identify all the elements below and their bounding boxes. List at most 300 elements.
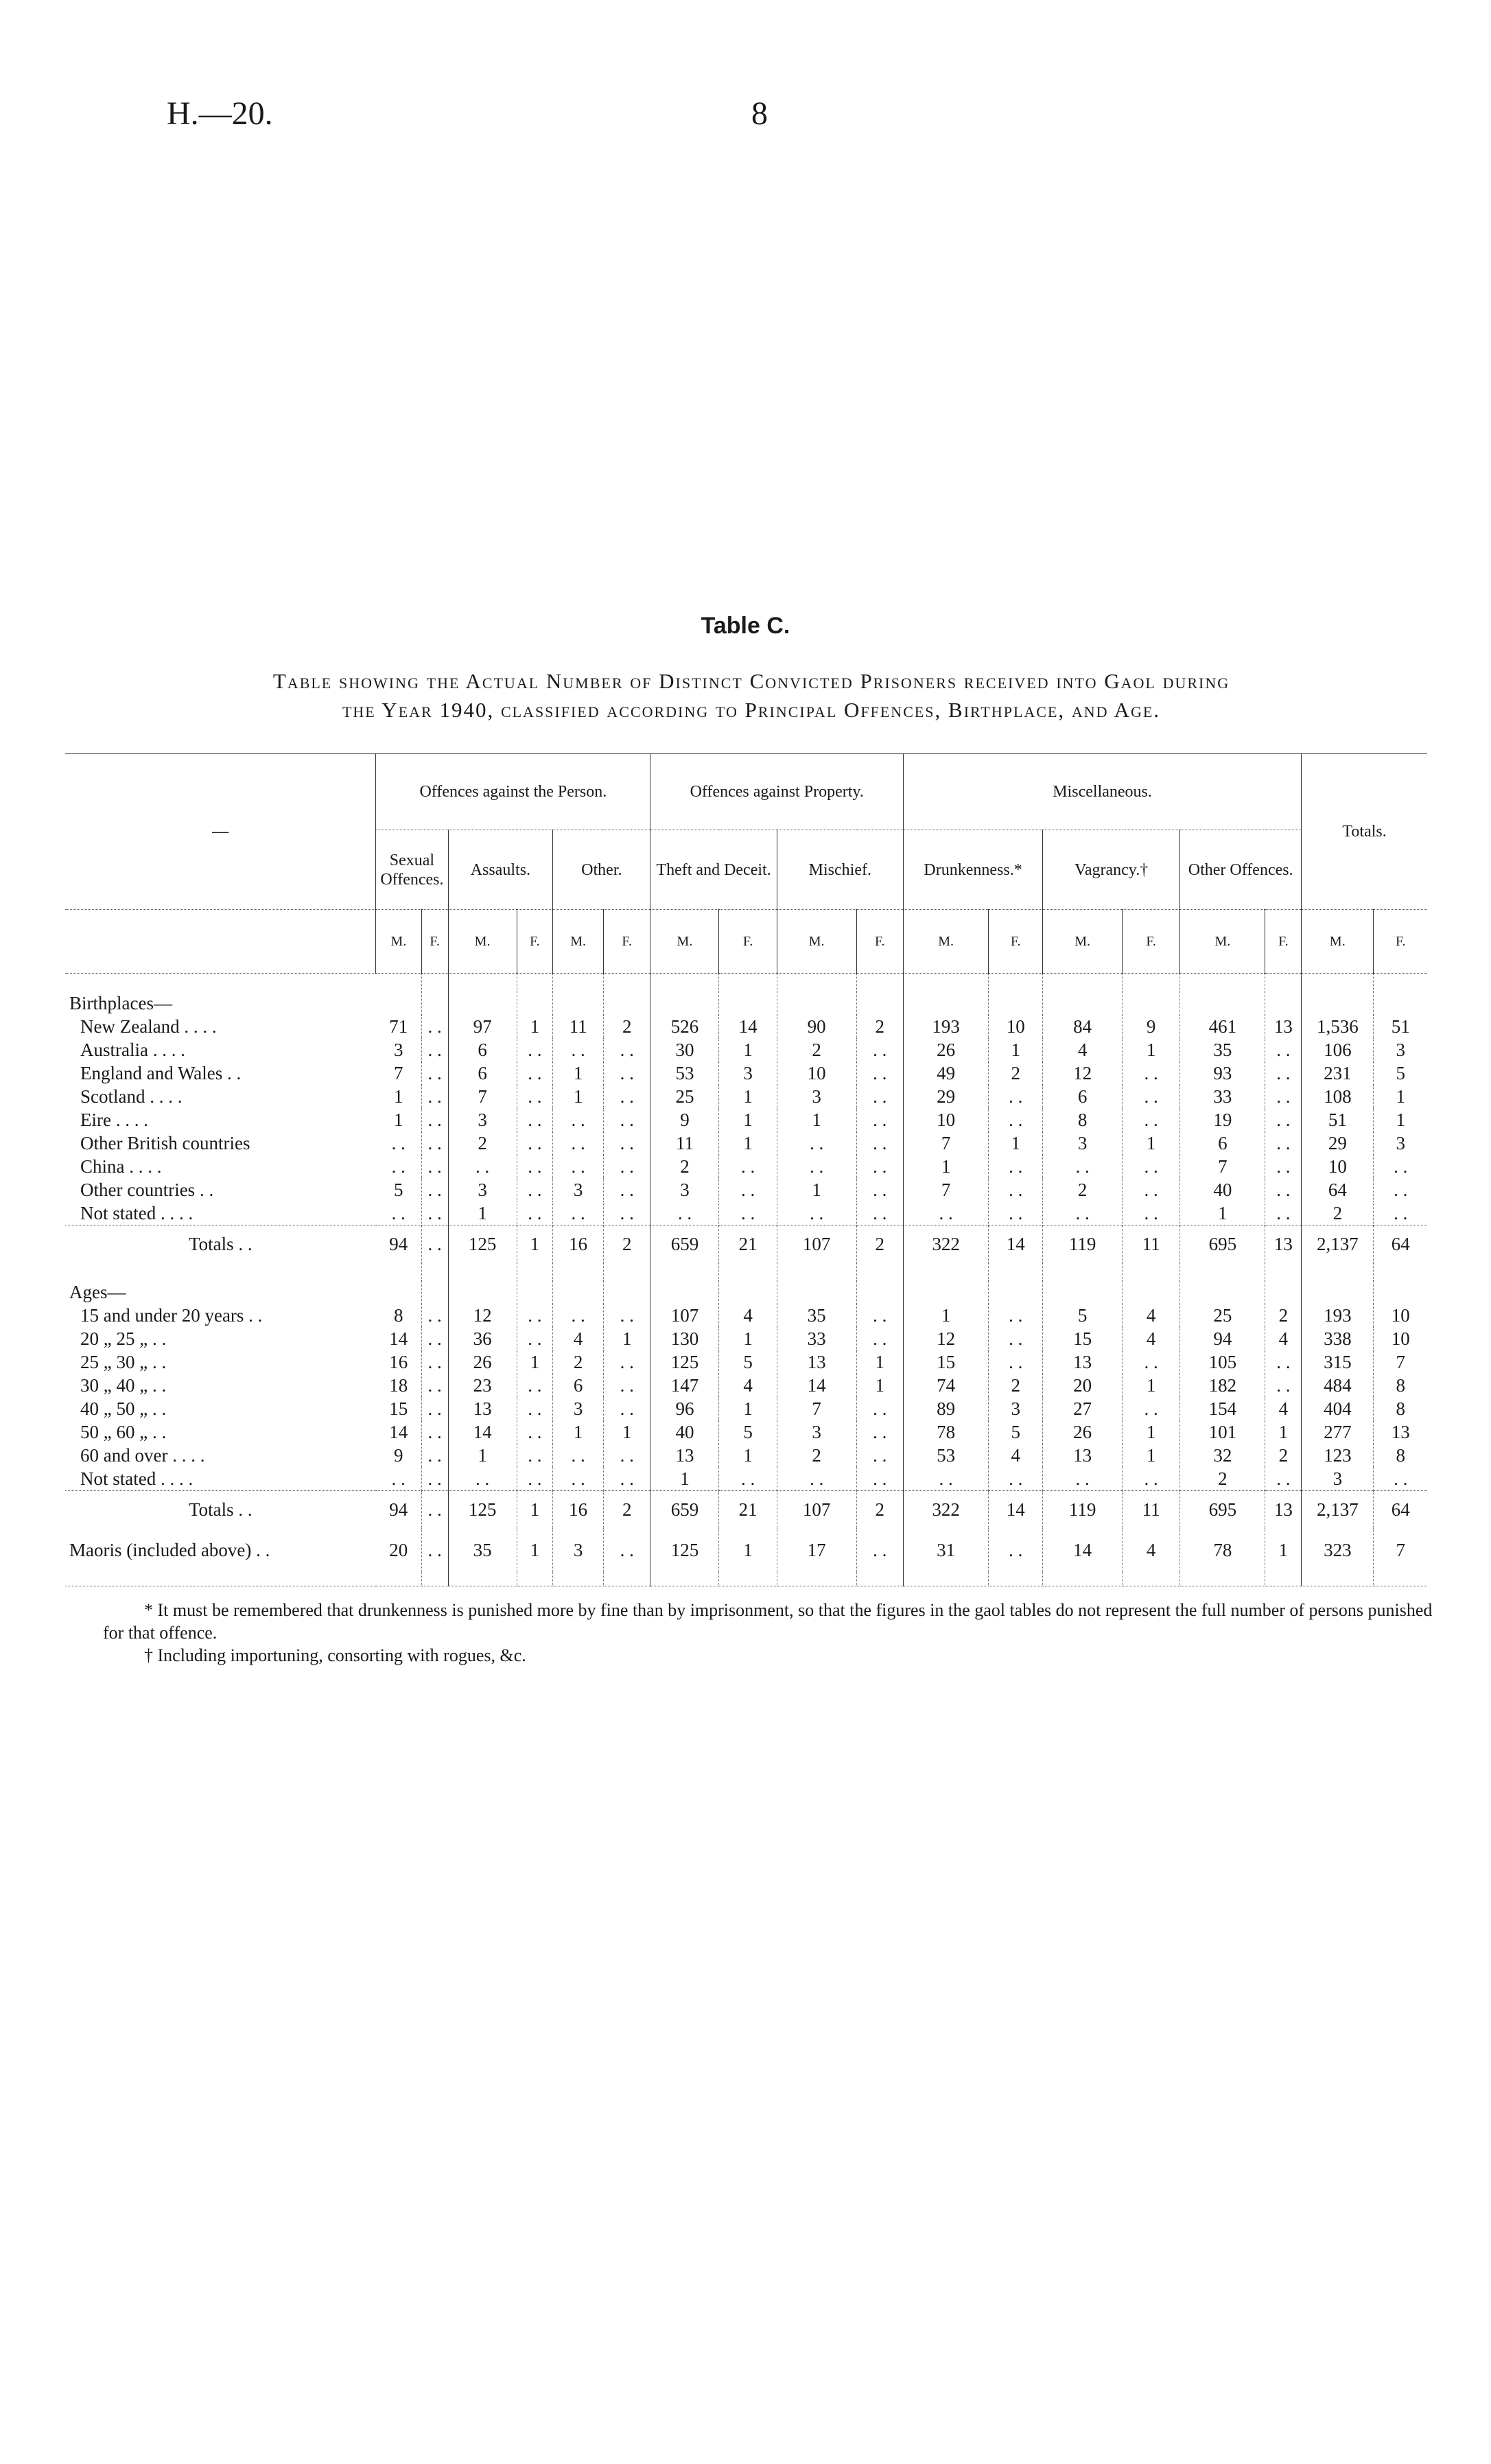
table-cell [517,1572,553,1586]
table-cell: 7 [448,1085,517,1108]
table-cell: 96 [650,1397,719,1420]
table-cell: . . [1265,1374,1302,1397]
row-label: Not stated . . . . [80,1203,193,1223]
table-cell [1302,1280,1374,1304]
table-cell [1265,992,1302,1015]
table-cell: . . [1265,1155,1302,1178]
table-cell [1123,1263,1180,1280]
table-cell: 26 [448,1350,517,1374]
table-cell: 108 [1302,1085,1374,1108]
table-row [65,1131,1427,1155]
row-label: 25 „ 30 „ . . [80,1352,167,1372]
table-cell: 6 [1043,1085,1123,1108]
table-cell: 5 [989,1420,1043,1444]
table-cell: 14 [989,1491,1043,1529]
table-row [65,1038,1427,1061]
table-cell: . . [1123,1061,1180,1085]
table-row [65,1061,1427,1085]
table-cell: 2 [603,1491,650,1529]
table-cell: 14 [448,1420,517,1444]
header-theft: Theft and Deceit. [650,830,777,910]
table-cell: 6 [448,1061,517,1085]
female-column-header: F. [421,910,448,974]
table-cell [1180,1572,1265,1586]
male-column-header: M. [376,910,421,974]
table-cell: 1 [553,1085,604,1108]
table-cell [448,1263,517,1280]
table-cell: 12 [903,1327,988,1350]
table-cell: . . [1123,1108,1180,1131]
table-cell: . . [1265,1061,1302,1085]
table-cell [903,1280,988,1304]
table-cell [603,1280,650,1304]
table-cell: 40 [650,1420,719,1444]
table-cell: . . [1265,1350,1302,1374]
table-cell: . . [856,1061,903,1085]
table-row [65,1327,1427,1350]
table-cell: . . [1265,1108,1302,1131]
table-cell: . . [517,1061,553,1085]
table-cell: 27 [1043,1397,1123,1420]
table-row [65,1420,1427,1444]
table-cell: 323 [1302,1528,1374,1572]
table-cell: 2 [650,1155,719,1178]
table-cell: . . [989,1155,1043,1178]
table-cell [448,974,517,992]
female-column-header: F. [517,910,553,974]
table-cell: 2 [603,1225,650,1263]
table-cell [1180,974,1265,992]
table-cell [1302,1263,1374,1280]
table-cell [1302,974,1374,992]
table-cell: . . [1123,1178,1180,1201]
table-cell: . . [603,1155,650,1178]
table-cell: 84 [1043,1015,1123,1038]
table-cell: 277 [1302,1420,1374,1444]
table-cell: 51 [1302,1108,1374,1131]
table-cell [777,1263,856,1280]
table-cell: 107 [777,1225,856,1263]
table-cell: . . [421,1491,448,1529]
table-cell: 32 [1180,1444,1265,1467]
table-cell [376,992,421,1015]
table-cell [989,992,1043,1015]
page-reference: H.—20. [167,95,273,132]
table-cell: 15 [903,1350,988,1374]
row-label: Australia . . . . [80,1040,185,1060]
table-cell: 193 [1302,1304,1374,1327]
table-cell: 36 [448,1327,517,1350]
table-cell: 3 [376,1038,421,1061]
table-cell: . . [603,1374,650,1397]
table-cell: . . [719,1178,777,1201]
table-cell: . . [603,1444,650,1467]
table-cell: 10 [1302,1155,1374,1178]
table-cell: 35 [448,1528,517,1572]
table-cell: 182 [1180,1374,1265,1397]
table-cell: . . [603,1061,650,1085]
table-cell: . . [421,1304,448,1327]
table-cell [903,1572,988,1586]
table-cell: 3 [1396,1133,1405,1153]
table-cell: 5 [1396,1063,1405,1083]
table-cell: 9 [1123,1015,1180,1038]
table-cell: . . [1265,1201,1302,1225]
table-cell: 1 [517,1225,553,1263]
table-cell: 107 [650,1304,719,1327]
table-cell: 64 [1302,1178,1374,1201]
table-cell: . . [421,1225,448,1263]
table-cell [1302,1572,1374,1586]
table-cell: 2 [1265,1444,1302,1467]
header-property: Offences against Property. [650,754,904,830]
footnote-drunkenness: * It must be remembered that drunkenness is punished more by fine than by imprisonment, so that the figures in the gaol tables do not represent the full number of persons punished for that offence. [103,1600,1433,1643]
table-cell: 6 [1180,1131,1265,1155]
table-cell: 35 [1180,1038,1265,1061]
table-cell: . . [517,1304,553,1327]
table-cell [603,1572,650,1586]
table-cell: . . [517,1178,553,1201]
table-cell: 10 [1391,1305,1410,1326]
row-label [65,974,376,992]
table-cell: 14 [376,1420,421,1444]
table-cell: . . [421,1178,448,1201]
table-cell [719,974,777,992]
row-label: 40 „ 50 „ . . [80,1398,167,1419]
table-cell: 53 [650,1061,719,1085]
table-cell: 1 [1180,1201,1265,1225]
table-cell: 1 [719,1397,777,1420]
table-cell: 97 [448,1015,517,1038]
table-cell: 125 [448,1491,517,1529]
table-cell [421,1263,448,1280]
table-cell: . . [553,1108,604,1131]
table-cell: 7 [777,1397,856,1420]
table-cell: 2 [1180,1467,1265,1491]
table-cell [1374,1572,1427,1586]
table-cell: . . [376,1201,421,1225]
table-cell: 64 [1374,1491,1427,1529]
table-cell: . . [989,1085,1043,1108]
table-cell [903,1263,988,1280]
page-number: 8 [751,95,768,132]
stub-header: — [65,754,376,910]
table-cell: 130 [650,1327,719,1350]
table-cell: . . [376,1155,421,1178]
table-cell: . . [903,1467,988,1491]
table-cell: 1 [1123,1374,1180,1397]
table-cell: . . [989,1304,1043,1327]
table-cell: . . [553,1155,604,1178]
table-cell [1123,992,1180,1015]
table-cell: 11 [553,1015,604,1038]
table-cell: 5 [719,1350,777,1374]
table-cell: . . [603,1085,650,1108]
table-cell [1043,1280,1123,1304]
table-cell: 4 [553,1327,604,1350]
row-label: Ages— [69,1282,126,1302]
table-cell [1043,1572,1123,1586]
table-cell [553,1280,604,1304]
table-cell: . . [1043,1155,1123,1178]
table-row [65,1304,1427,1327]
table-row [65,1178,1427,1201]
table-cell: 1 [777,1178,856,1201]
prisoners-table [65,753,1427,1586]
table-cell: 1 [1123,1420,1180,1444]
table-cell: 20 [1043,1374,1123,1397]
row-label: 30 „ 40 „ . . [80,1375,167,1396]
table-cell: . . [989,1178,1043,1201]
table-row [65,1350,1427,1374]
male-column-header: M. [448,910,517,974]
table-cell: 123 [1302,1444,1374,1467]
table-cell: . . [517,1420,553,1444]
table-cell: 14 [989,1225,1043,1263]
table-cell [1043,974,1123,992]
table-cell: . . [989,1108,1043,1131]
table-cell: 15 [1043,1327,1123,1350]
table-cell: 3 [448,1178,517,1201]
table-cell: 2 [989,1374,1043,1397]
table-row [65,1085,1427,1108]
table-cell [517,1280,553,1304]
table-cell: . . [1265,1038,1302,1061]
table-cell: . . [421,1038,448,1061]
female-column-header: F. [603,910,650,974]
table-cell: . . [517,1397,553,1420]
table-cell: 484 [1302,1374,1374,1397]
table-cell: 1 [719,1131,777,1155]
table-cell: 13 [1391,1422,1410,1442]
header-vagrancy: Vagrancy.† [1043,830,1180,910]
female-column-header: F. [1265,910,1302,974]
table-cell: 7 [1396,1352,1405,1372]
table-cell: 2 [603,1015,650,1038]
table-cell: 93 [1180,1061,1265,1085]
table-cell: . . [903,1201,988,1225]
table-cell: 2 [1302,1201,1374,1225]
table-cell [421,1280,448,1304]
table-cell: 2 [856,1225,903,1263]
table-cell: 13 [650,1444,719,1467]
table-cell: 25 [650,1085,719,1108]
table-cell: . . [603,1467,650,1491]
table-cell: 4 [1265,1397,1302,1420]
table-cell: 30 [650,1038,719,1061]
row-label [65,1263,376,1280]
table-cell: 3 [1043,1131,1123,1155]
table-cell: . . [553,1131,604,1155]
table-cell [1265,1280,1302,1304]
table-cell [650,974,719,992]
table-cell: 1 [517,1015,553,1038]
table-cell [856,1280,903,1304]
table-cell: 461 [1180,1015,1265,1038]
table-cell: 10 [989,1015,1043,1038]
table-row [65,1015,1427,1038]
table-cell [650,1280,719,1304]
table-cell [1374,974,1427,992]
table-cell: 1 [1396,1110,1405,1130]
table-cell: 107 [777,1491,856,1529]
table-cell [777,992,856,1015]
table-cell: 1 [448,1444,517,1467]
table-cell: . . [517,1444,553,1467]
table-row [65,1201,1427,1225]
table-cell: 94 [376,1491,421,1529]
table-cell: . . [517,1131,553,1155]
male-column-header: M. [1043,910,1123,974]
table-cell: 12 [1043,1061,1123,1085]
table-cell: . . [1123,1201,1180,1225]
table-cell: 21 [719,1491,777,1529]
table-cell: . . [517,1327,553,1350]
table-cell: 3 [777,1085,856,1108]
row-label: England and Wales . . [80,1063,242,1083]
table-cell: 13 [1265,1225,1302,1263]
table-cell [989,1572,1043,1586]
table-cell: 695 [1180,1225,1265,1263]
table-cell: 1 [1123,1038,1180,1061]
table-cell [421,1572,448,1586]
table-cell: 17 [777,1528,856,1572]
row-label: Other countries . . [80,1180,214,1200]
table-cell: . . [856,1155,903,1178]
table-cell [448,1280,517,1304]
table-cell: 2 [777,1038,856,1061]
table-cell [517,974,553,992]
table-cell: . . [603,1178,650,1201]
table-cell: . . [777,1467,856,1491]
table-cell [553,992,604,1015]
table-cell: . . [517,1085,553,1108]
table-cell: . . [553,1304,604,1327]
table-cell: . . [1043,1467,1123,1491]
table-cell [650,1263,719,1280]
table-cell: 1 [553,1420,604,1444]
table-cell: 119 [1043,1225,1123,1263]
table-cell: 7 [376,1061,421,1085]
table-cell: 659 [650,1491,719,1529]
table-cell [856,974,903,992]
table-cell: . . [856,1201,903,1225]
table-cell: 147 [650,1374,719,1397]
table-cell: 105 [1180,1350,1265,1374]
table-cell: . . [517,1155,553,1178]
table-cell: . . [603,1350,650,1374]
table-cell [421,974,448,992]
table-cell [1043,1263,1123,1280]
table-cell: 1 [719,1038,777,1061]
table-cell: 1 [719,1085,777,1108]
table-cell: 13 [1043,1444,1123,1467]
table-cell: . . [856,1178,903,1201]
table-cell [1374,1280,1427,1304]
table-cell: . . [421,1444,448,1467]
table-cell: 5 [376,1178,421,1201]
table-cell: 659 [650,1225,719,1263]
table-cell [719,992,777,1015]
table-cell: . . [448,1155,517,1178]
table-cell: . . [603,1108,650,1131]
table-cell [448,992,517,1015]
table-cell: 33 [1180,1085,1265,1108]
table-cell [376,1263,421,1280]
table-cell: . . [719,1201,777,1225]
table-cell: 16 [553,1225,604,1263]
table-cell: 3 [448,1108,517,1131]
table-cell [603,1263,650,1280]
table-cell: 90 [777,1015,856,1038]
table-cell: 7 [903,1131,988,1155]
table-cell: . . [603,1201,650,1225]
table-cell: . . [719,1155,777,1178]
table-cell: 26 [1043,1420,1123,1444]
table-cell: 5 [1043,1304,1123,1327]
table-cell: . . [856,1108,903,1131]
table-cell: 4 [1123,1528,1180,1572]
table-cell: 16 [553,1491,604,1529]
table-cell: 7 [903,1178,988,1201]
table-cell: 2,137 [1302,1225,1374,1263]
table-cell: . . [553,1201,604,1225]
table-cell: . . [421,1015,448,1038]
female-column-header: F. [1123,910,1180,974]
table-cell [603,992,650,1015]
table-cell: 29 [903,1085,988,1108]
table-cell: . . [856,1131,903,1155]
table-cell: . . [856,1327,903,1350]
table-row [65,1155,1427,1178]
table-cell: 1 [603,1420,650,1444]
table-cell: . . [421,1420,448,1444]
table-cell: 4 [1043,1038,1123,1061]
table-cell [517,1263,553,1280]
table-cell [1265,1263,1302,1280]
table-cell: 53 [903,1444,988,1467]
table-cell: 125 [650,1350,719,1374]
table-cell: 2 [856,1491,903,1529]
table-cell: 9 [376,1444,421,1467]
table-cell: . . [421,1155,448,1178]
table-cell: 3 [719,1061,777,1085]
table-cell: 11 [1123,1491,1180,1529]
table-cell: . . [603,1397,650,1420]
table-cell: 18 [376,1374,421,1397]
row-label: 20 „ 25 „ . . [80,1328,167,1349]
table-cell: 1 [448,1201,517,1225]
section-heading-row [65,992,1427,1015]
table-cell: 6 [448,1038,517,1061]
table-cell [719,1280,777,1304]
header-other-offences: Other Offences. [1180,830,1302,910]
table-cell: 21 [719,1225,777,1263]
table-cell [603,974,650,992]
spacer-row [65,1572,1427,1586]
row-label: 15 and under 20 years . . [80,1305,263,1326]
table-cell [719,1263,777,1280]
row-label: China . . . . [80,1156,162,1177]
table-cell: 125 [448,1225,517,1263]
table-cell: 1 [719,1327,777,1350]
table-cell: 315 [1302,1350,1374,1374]
table-cell [1265,1572,1302,1586]
table-cell: 74 [903,1374,988,1397]
table-cell: . . [989,1327,1043,1350]
table-cell: 8 [1396,1445,1405,1466]
section-heading-row [65,1280,1427,1304]
